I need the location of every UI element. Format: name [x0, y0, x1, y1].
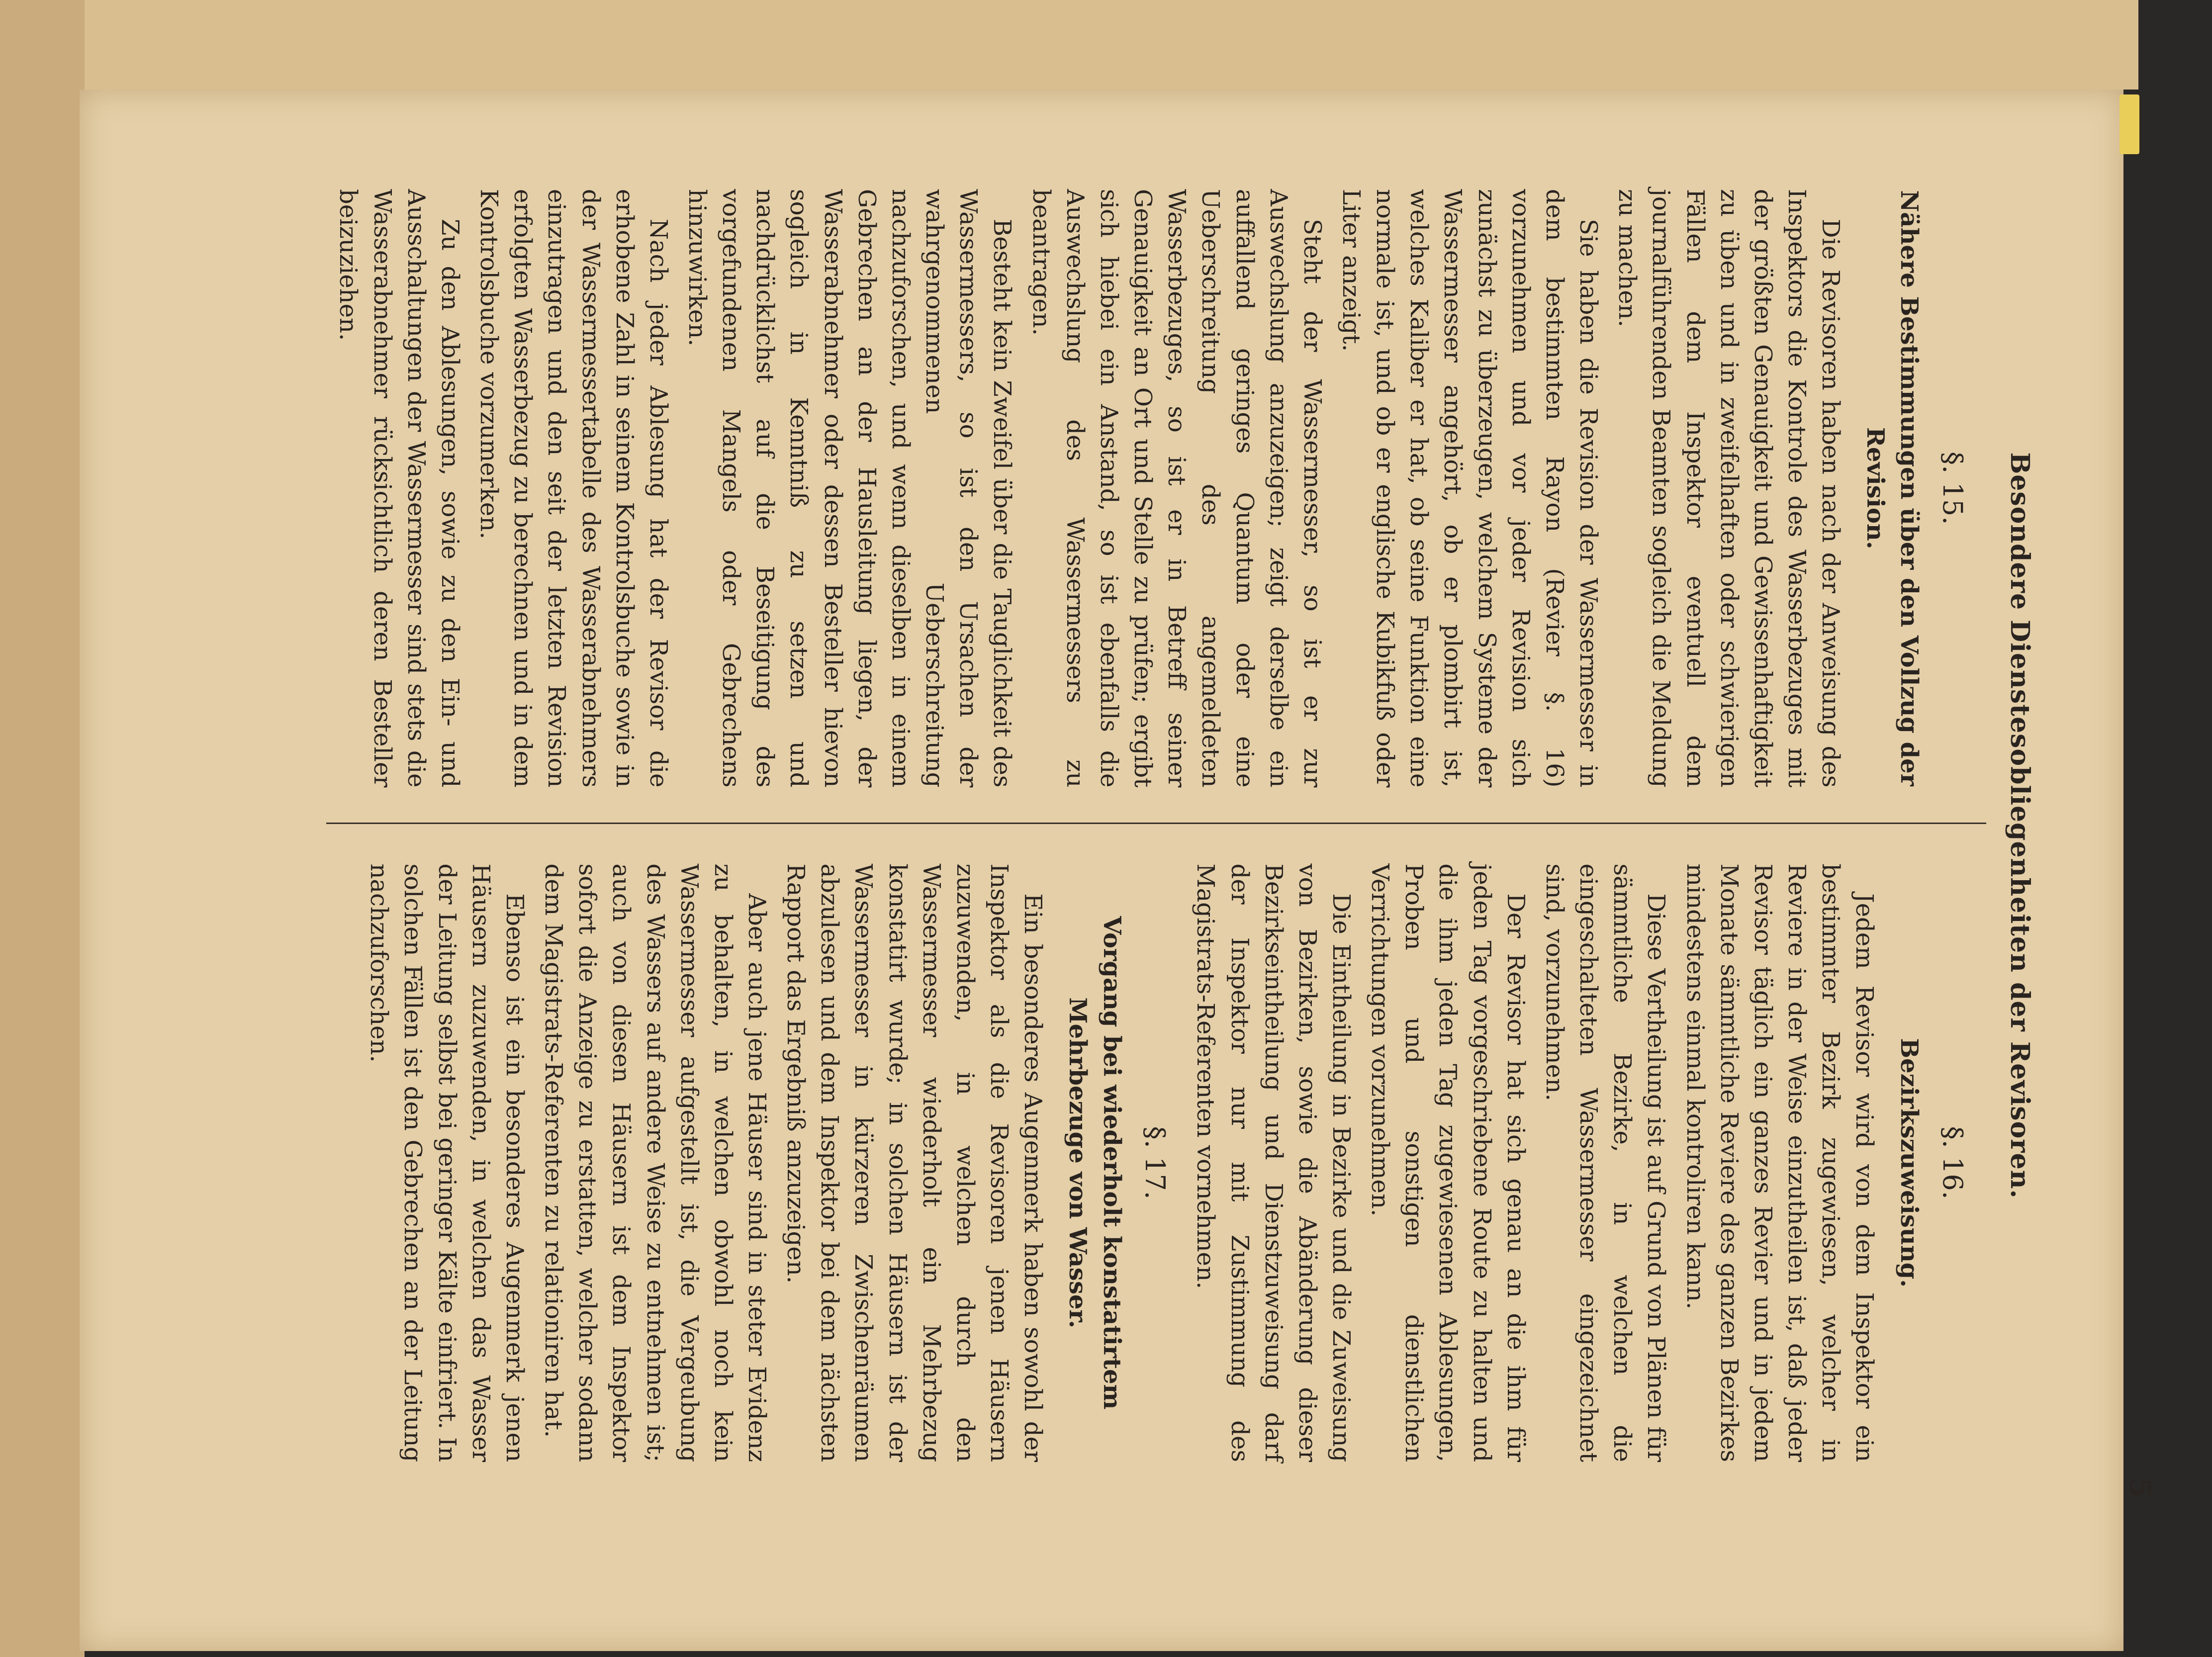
paragraph: Aber auch jene Häuser sind in steter Evidenz zu behalten, in welchen obwohl noch kein Wassermesser aufgestellt ist, die Vergeubung des Wassers auf andere Weise zu entnehmen ist; auch von diesen Häusern ist dem Inspektor sofort die Anzeige zu erstatten, welcher sodann dem Magistrats-Referenten zu relationiren hat.: [540, 863, 771, 1462]
paragraph: Steht der Wassermesser, so ist er zur Auswechslung anzuzeigen; zeigt derselbe ein auffallend geringes Quantum oder eine Ueberschreitung des angemeldeten Wasserbezuges, so ist er in Betreff seiner Genauigkeit an Ort und Stelle zu prüfen; ergibt sich hiebei ein Anstand, so ist ebenfalls die Auswechslung des Wassermessers zu beantragen.: [1027, 189, 1326, 788]
right-column: [326, 864, 1986, 1463]
paragraph: Ebenso ist ein besonderes Augenmerk jenen Häusern zuzuwenden, in welchen das Wasser der Leitung selbst bei geringer Kälte einfriert. In solchen Fällen ist den Gebrechen an der Leitung nachzuforschen.: [365, 863, 529, 1462]
running-head: Besondere Dienstesobliegenheiten der Revisoren.: [2005, 452, 2035, 1199]
paragraph: Besteht kein Zweifel über die Tauglichkeit des Wassermessers, so ist den Ursachen der wahrgenommenen Ueberschreitung nachzuforschen, und wenn dieselben in einem Gebrechen an der Hausleitung liegen, der Wasserabnehmer oder dessen Besteller hievon sogleich in Kenntniß zu setzen und nachdrücklichst auf die Beseitigung des vorgefundenen Mangels oder Gebrechens hinzuwirken.: [683, 189, 1016, 788]
paragraph: Jedem Revisor wird von dem Inspektor ein bestimmter Bezirk zugewiesen, welcher in Reviere in der Weise einzutheilen ist, daß jeder Revisor täglich ein ganzes Revier und in jedem Monate sämmtliche Reviere des ganzen Bezirkes mindestens einmal kontroliren kann.: [1681, 863, 1879, 1462]
paragraph: Nach jeder Ablesung hat der Revisor die erhobene Zahl in seinem Kontrolsbuche sowie in der Wassermessertabelle des Wasserabnehmers einzutragen und den seit der letzten Revision erfolgten Wasserbezug zu berechnen und in dem Kontrolsbuche vorzumerken.: [475, 189, 672, 788]
section-15-heading: §. 15.: [1937, 452, 1969, 525]
paragraph: Ein besonderes Augenmerk haben sowohl der Inspektor als die Revisoren jenen Häusern zuzuwenden, in welchen durch den Wassermesser wiederholt ein Mehrbezug konstatirt wurde; in solchen Häusern ist der Wassermesser in kürzeren Zwischenräumen abzulesen und dem Inspektor bei dem nächsten Rapport das Ergebniß anzuzeigen.: [782, 863, 1047, 1462]
text-columns: [326, 189, 1986, 1462]
section-16-title: Bezirkszuweisung.: [1895, 1038, 1924, 1288]
page-number: 5: [2123, 1477, 2157, 1498]
left-column: [326, 189, 1986, 824]
page-text: [326, 189, 2038, 1462]
paragraph: Der Revisor hat sich genau an die ihm für jeden Tag vorgeschriebene Route zu halten und die ihm jeden Tag zugewiesenen Ablesungen, Proben und sonstigen dienstlichen Verrichtungen vorzunehmen.: [1366, 863, 1530, 1462]
paragraph: Die Revisoren haben nach der Anweisung des Inspektors die Kontrole des Wasserbezuges mit der größten Genauigkeit und Gewissenhaftigkeit zu üben und in zweifelhaften oder schwierigen Fällen dem Inspektor eventuell dem journalführenden Beamten sogleich die Meldung zu machen.: [1613, 189, 1845, 788]
section-15-title: Nähere Bestimmungen über den Vollzug der Revision.: [1861, 190, 1924, 786]
section-16-heading: §. 16.: [1937, 1126, 1969, 1199]
section-17-title: Vorgang bei wiederholt konstatirtem Mehrbezuge von Wasser.: [1064, 916, 1126, 1410]
paragraph: Diese Vertheilung ist auf Grund von Plänen für sämmtliche Bezirke, in welchen die eingeschalteten Wassermesser eingezeichnet sind, vorzunehmen.: [1540, 863, 1670, 1462]
section-17-heading: §. 17.: [1139, 1126, 1171, 1199]
paragraph: Zu den Ablesungen, sowie zu den Ein- und Ausschaltungen der Wassermesser sind stets die Wasserabnehmer rücksichtlich deren Besteller beizuziehen.: [334, 189, 464, 788]
paragraph: Sie haben die Revision der Wassermesser in dem bestimmten Rayon (Revier §. 16) vorzunehmen und vor jeder Revision sich zunächst zu überzeugen, welchem Systeme der Wassermesser angehört, ob er plombirt ist, welches Kaliber er hat, ob seine Funktion eine normale ist, und ob er englische Kubikfuß oder Liter anzeigt.: [1337, 189, 1603, 788]
paragraph: Die Eintheilung in Bezirke und die Zuweisung von Bezirken, sowie die Abänderung dieser Bezirkseintheilung und Dienstzuweisung darf der Inspektor nur mit Zustimmung des Magistrats-Referenten vornehmen.: [1192, 863, 1355, 1462]
